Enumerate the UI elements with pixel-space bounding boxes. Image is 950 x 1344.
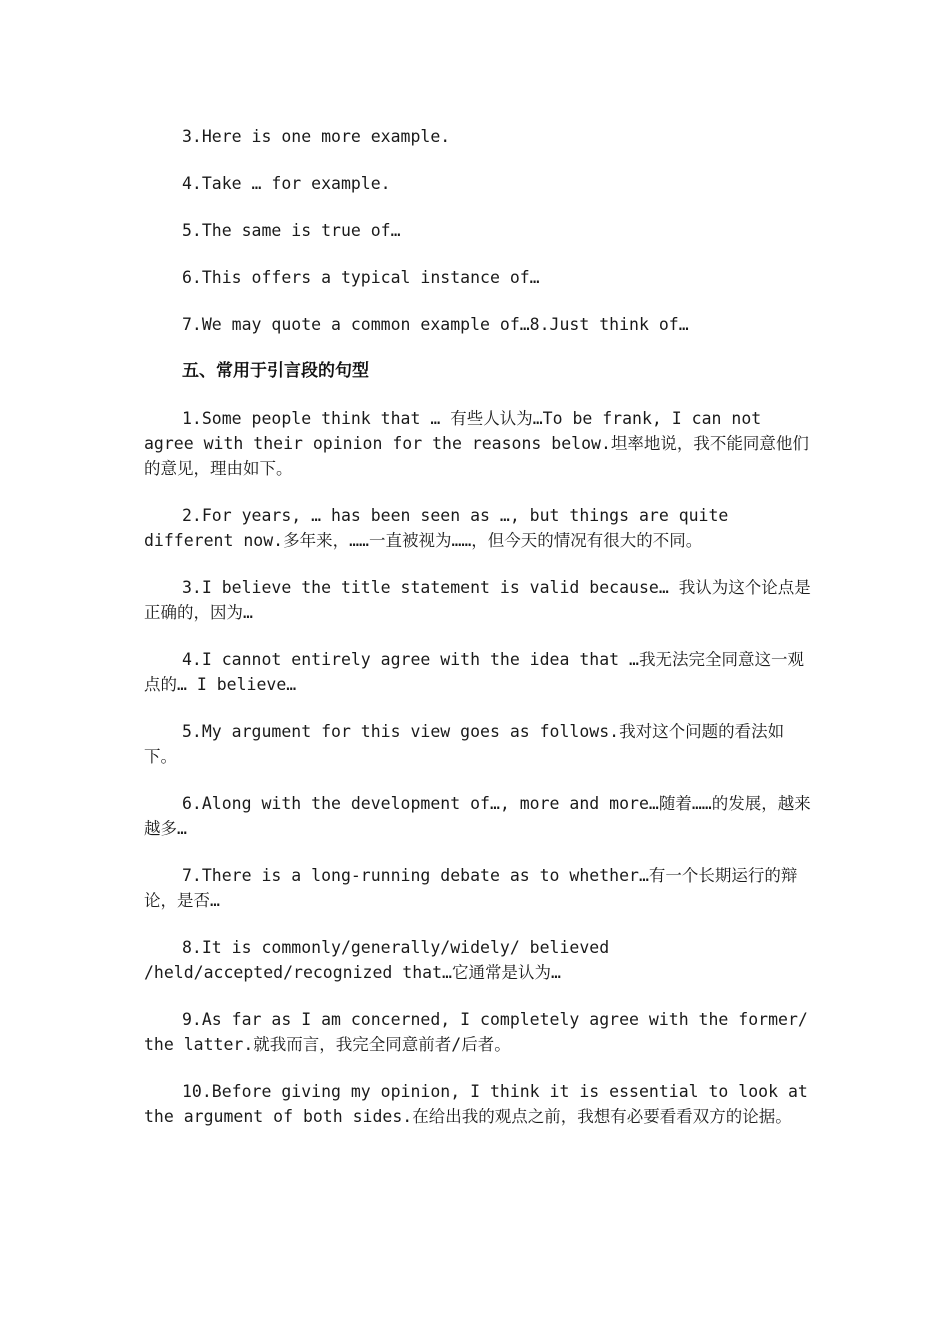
sentence-pattern-item: 9.As far as I am concerned, I completely agree with the former/ the latter.就我而言，我完全同意前者/后者。 xyxy=(144,1010,808,1054)
list-item: 3.Here is one more example. xyxy=(182,127,451,146)
sentence-pattern-item: 6.Along with the development of…, more and more…随着……的发展，越来越多… xyxy=(144,794,811,838)
sentence-pattern-item: 2.For years, … has been seen as …, but things are quite different now.多年来，……一直被视为……，但今天的情况有很大的不同。 xyxy=(144,506,729,550)
list-item: 7.We may quote a common example of…8.Just think of… xyxy=(182,315,689,334)
document-body xyxy=(144,124,816,1151)
sentence-pattern-item: 3.I believe the title statement is valid because… 我认为这个论点是正确的，因为… xyxy=(144,578,811,622)
sentence-pattern-item: 10.Before giving my opinion, I think it is essential to look at the argument of both sides.在给出我的观点之前，我想有必要看看双方的论据。 xyxy=(144,1082,808,1126)
list-item: 4.Take … for example. xyxy=(182,174,391,193)
list-item: 6.This offers a typical instance of… xyxy=(182,268,540,287)
sentence-pattern-item: 7.There is a long-running debate as to whether…有一个长期运行的辩论，是否… xyxy=(144,866,798,910)
section-heading: 五、常用于引言段的句型 xyxy=(182,361,369,381)
sentence-pattern-item: 8.It is commonly/generally/widely/ believed /held/accepted/recognized that…它通常是认为… xyxy=(144,938,610,982)
sentence-pattern-item: 5.My argument for this view goes as follows.我对这个问题的看法如下。 xyxy=(144,722,785,766)
list-item: 5.The same is true of… xyxy=(182,221,401,240)
sentence-pattern-item: 1.Some people think that … 有些人认为…To be frank, I can not agree with their opinion for the reasons below.坦率地说，我不能同意他们的意见，理由如下。 xyxy=(144,409,809,478)
sentence-pattern-item: 4.I cannot entirely agree with the idea that …我无法完全同意这一观点的… I believe… xyxy=(144,650,804,694)
